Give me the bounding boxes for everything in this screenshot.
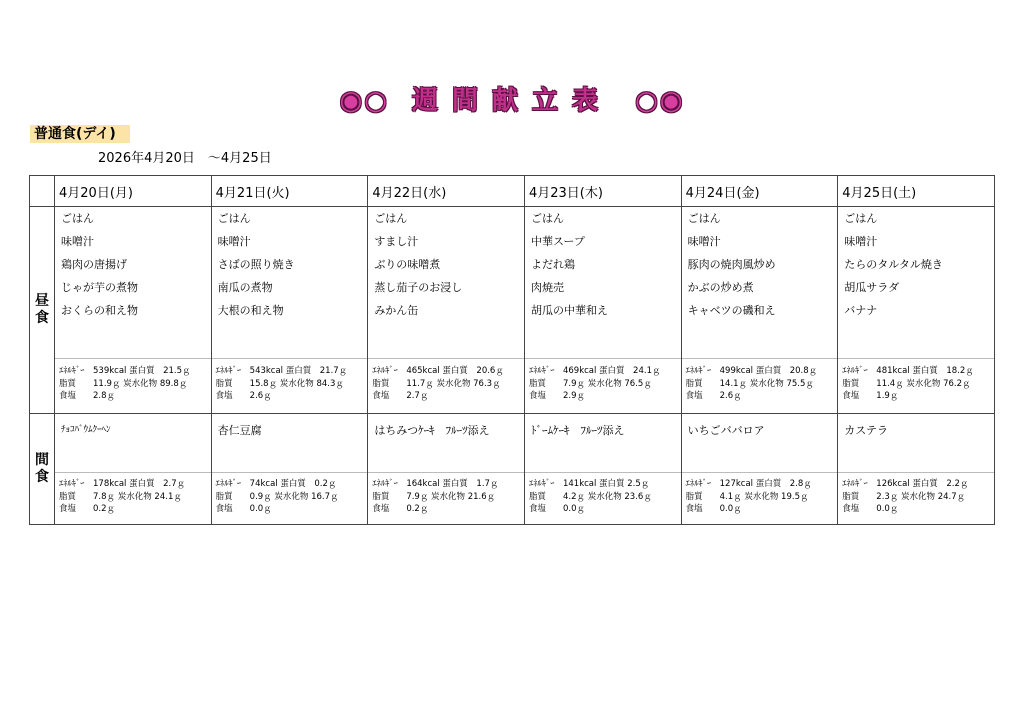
lunch-nutrition	[524, 359, 681, 414]
dish-item: おくらの和え物	[61, 304, 138, 317]
snack-nutrition-row	[30, 473, 995, 525]
dish-item: 豚肉の焼肉風炒め	[687, 258, 776, 271]
day-header: 4月22日(水)	[368, 176, 525, 207]
snack-label-text: 間食	[35, 452, 49, 485]
nutrition-line: 食塩 0.0ｇ	[215, 504, 272, 514]
nutrition-line: 食塩 2.9ｇ	[528, 391, 585, 401]
dish-item: すまし汁	[374, 235, 419, 248]
dish-item: 味噌汁	[844, 235, 878, 248]
dish-item: 鶏肉の唐揚げ	[61, 258, 127, 271]
snack-nutrition	[368, 473, 525, 525]
nutrition-line: ｴﾈﾙｷﾞｰ 481kcal 蛋白質 18.2ｇ	[842, 366, 974, 376]
lunch-nutrition-row	[30, 359, 995, 414]
snack-item: ﾄﾞｰﾑｹｰｷ ﾌﾙｰﾂ添え	[524, 414, 681, 473]
nutrition-line: 食塩 2.7ｇ	[372, 391, 429, 401]
nutrition-line: ｴﾈﾙｷﾞｰ 127kcal 蛋白質 2.8ｇ	[685, 479, 812, 489]
date-range: 2026年4月20日 ～4月25日	[98, 151, 272, 166]
dish-item: 味噌汁	[687, 235, 721, 248]
dish-item: ごはん	[844, 212, 878, 225]
dish-item: キャベツの磯和え	[687, 304, 776, 317]
dish-item: 南瓜の煮物	[217, 281, 273, 294]
nutrition-line: ｴﾈﾙｷﾞｰ 539kcal 蛋白質 21.5ｇ	[59, 366, 191, 376]
dish-item: 胡瓜の中華和え	[530, 304, 608, 317]
menu-category-label: 普通食(デイ)	[30, 125, 130, 143]
nutrition-line: ｴﾈﾙｷﾞｰ 74kcal 蛋白質 0.2ｇ	[215, 479, 337, 489]
snack-nutrition	[838, 473, 995, 525]
nutrition-line: 食塩 0.0ｇ	[685, 504, 742, 514]
dish-item: たらのタルタル焼き	[844, 258, 943, 271]
dish-item: バナナ	[844, 304, 878, 317]
nutrition-line: ｴﾈﾙｷﾞｰ 499kcal 蛋白質 20.8ｇ	[685, 366, 818, 376]
nutrition-line: ｴﾈﾙｷﾞｰ 469kcal 蛋白質 24.1ｇ	[528, 366, 661, 376]
nutrition-line: 食塩 1.9ｇ	[842, 391, 899, 401]
snack-nutrition	[681, 473, 838, 525]
snack-item: 杏仁豆腐	[211, 414, 368, 473]
nutrition-line: ｴﾈﾙｷﾞｰ 178kcal 蛋白質 2.7ｇ	[59, 479, 186, 489]
lunch-label-text: 昼食	[35, 293, 49, 326]
dish-item: ごはん	[374, 212, 408, 225]
dish-item: 胡瓜サラダ	[844, 281, 900, 294]
snack-row-label	[30, 414, 55, 525]
nutrition-line: 脂質 7.9ｇ 炭水化物 21.6ｇ	[372, 491, 496, 502]
snack-item: いちごババロア	[681, 414, 838, 473]
dish-item: かぶの炒め煮	[687, 281, 754, 294]
nutrition-line: 脂質 7.9ｇ 炭水化物 76.5ｇ	[528, 378, 652, 389]
dish-item: よだれ鶏	[530, 258, 575, 271]
nutrition-line: 食塩 2.6ｇ	[685, 391, 742, 401]
nutrition-line: ｴﾈﾙｷﾞｰ 164kcal 蛋白質 1.7ｇ	[372, 479, 499, 489]
dish-item: 味噌汁	[217, 235, 251, 248]
nutrition-line: 脂質 7.8ｇ 炭水化物 24.1ｇ	[59, 491, 182, 502]
nutrition-line: 脂質 11.4ｇ 炭水化物 76.2ｇ	[842, 378, 971, 389]
day-header: 4月21日(火)	[211, 176, 368, 207]
lunch-dishes-row	[30, 207, 995, 359]
lunch-dishes	[55, 207, 212, 359]
lunch-nutrition	[681, 359, 838, 414]
nutrition-line: ｴﾈﾙｷﾞｰ 141kcal 蛋白質 2.5ｇ	[528, 479, 650, 489]
lunch-nutrition	[55, 359, 212, 414]
lunch-row-label	[30, 207, 55, 414]
day-header: 4月20日(月)	[55, 176, 212, 207]
nutrition-line: 食塩 2.6ｇ	[215, 391, 272, 401]
weekly-menu-table	[29, 175, 995, 525]
nutrition-line: 食塩 0.2ｇ	[59, 504, 116, 514]
snack-item: カステラ	[838, 414, 995, 473]
page-title	[0, 80, 1024, 117]
lunch-dishes	[524, 207, 681, 359]
lunch-nutrition	[368, 359, 525, 414]
dish-item: ごはん	[217, 212, 251, 225]
nutrition-line: 脂質 0.9ｇ 炭水化物 16.7ｇ	[215, 491, 339, 502]
snack-item: はちみつｹｰｷ ﾌﾙｰﾂ添え	[368, 414, 525, 473]
lunch-dishes	[681, 207, 838, 359]
dish-item: みかん缶	[374, 304, 419, 317]
snack-nutrition	[524, 473, 681, 525]
nutrition-line: ｴﾈﾙｷﾞｰ 465kcal 蛋白質 20.6ｇ	[372, 366, 504, 376]
dish-item: ごはん	[61, 212, 94, 225]
snack-nutrition	[55, 473, 212, 525]
dish-item: 大根の和え物	[217, 304, 284, 317]
lunch-dishes	[211, 207, 368, 359]
corner-cell	[30, 176, 55, 207]
nutrition-line: 脂質 4.1ｇ 炭水化物 19.5ｇ	[685, 491, 809, 502]
dish-item: 肉焼売	[530, 281, 564, 294]
day-header: 4月23日(木)	[524, 176, 681, 207]
nutrition-line: 脂質 11.7ｇ 炭水化物 76.3ｇ	[372, 378, 501, 389]
nutrition-line: 食塩 0.0ｇ	[528, 504, 585, 514]
dish-item: 蒸し茄子のお浸し	[374, 281, 463, 294]
day-header: 4月25日(土)	[838, 176, 995, 207]
snack-item: ﾁｮｺﾊﾞｳﾑｸｰﾍﾝ	[55, 414, 212, 473]
nutrition-line: 脂質 15.8ｇ 炭水化物 84.3ｇ	[215, 378, 344, 389]
title-text: 週間献立表	[411, 86, 612, 116]
lunch-nutrition	[838, 359, 995, 414]
snack-row	[30, 414, 995, 473]
dish-item: じゃが芋の煮物	[61, 281, 138, 294]
dish-item: 中華スープ	[530, 235, 585, 248]
lunch-dishes	[368, 207, 525, 359]
dish-item: ごはん	[530, 212, 564, 225]
nutrition-line: 食塩 0.2ｇ	[372, 504, 429, 514]
nutrition-line: ｴﾈﾙｷﾞｰ 543kcal 蛋白質 21.7ｇ	[215, 366, 348, 376]
nutrition-line: 脂質 14.1ｇ 炭水化物 75.5ｇ	[685, 378, 814, 389]
nutrition-line: ｴﾈﾙｷﾞｰ 126kcal 蛋白質 2.2ｇ	[842, 479, 969, 489]
nutrition-line: 食塩 2.8ｇ	[59, 391, 116, 401]
day-header: 4月24日(金)	[681, 176, 838, 207]
lunch-nutrition	[211, 359, 368, 414]
header-row	[30, 176, 995, 207]
dish-item: 味噌汁	[61, 235, 94, 248]
dish-item: さばの照り焼き	[217, 258, 295, 271]
nutrition-line: 食塩 0.0ｇ	[842, 504, 899, 514]
nutrition-line: 脂質 2.3ｇ 炭水化物 24.7ｇ	[842, 491, 966, 502]
dish-item: ごはん	[687, 212, 721, 225]
title-decoration-left: ◉○	[339, 86, 389, 116]
dish-item: ぶりの味噌煮	[374, 258, 441, 271]
nutrition-line: 脂質 4.2ｇ 炭水化物 23.6ｇ	[528, 491, 652, 502]
snack-nutrition	[211, 473, 368, 525]
title-decoration-right: ○◉	[635, 86, 685, 116]
lunch-dishes	[838, 207, 995, 359]
nutrition-line: 脂質 11.9ｇ 炭水化物 89.8ｇ	[59, 378, 188, 389]
